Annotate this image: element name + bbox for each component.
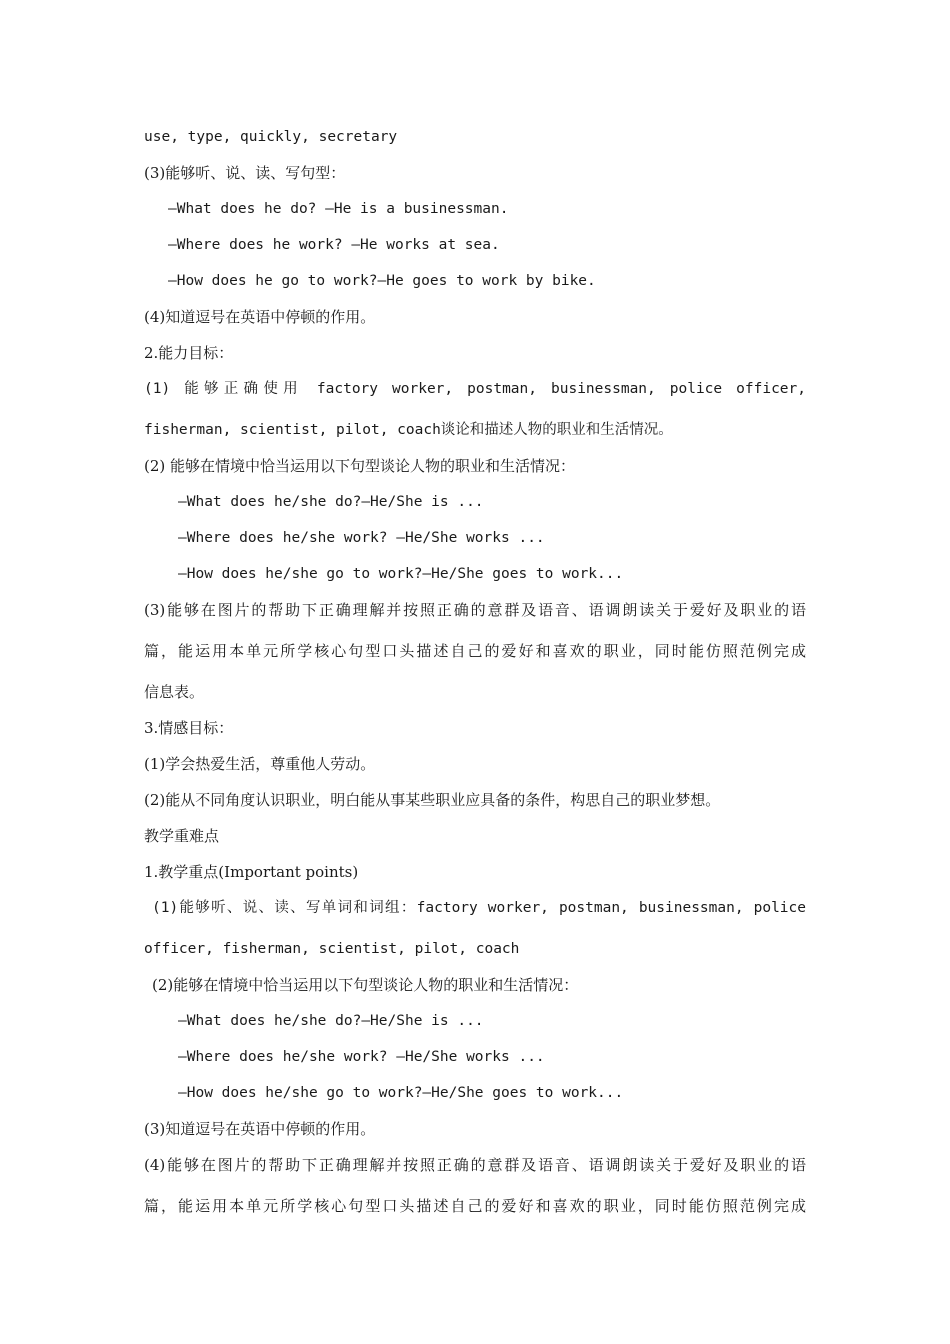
emotion-item-2: (2)能从不同角度认识职业，明白能从事某些职业应具备的条件，构思自己的职业梦想。 (144, 791, 721, 809)
key-item-1: (1)能够听、说、读、写单词和词组：factory worker, postman, businessman, police (152, 900, 806, 916)
important-points-heading: 1.教学重点(Important points) (144, 863, 359, 881)
ability-item-3: (3)能够在图片的帮助下正确理解并按照正确的意群及语音、语调朗读关于爱好及职业的语 (144, 601, 806, 619)
key-item-1-cont: officer, fisherman, scientist, pilot, coach (144, 941, 520, 957)
ability-item-2: (2) 能够在情境中恰当运用以下句型谈论人物的职业和生活情况： (144, 457, 576, 475)
sentence-pattern: —What does he do? —He is a businessman. (168, 201, 509, 217)
sentence-pattern: —Where does he/she work? —He/She works ... (178, 1049, 545, 1065)
ability-item-1: (1) 能够正确使用 factory worker, postman, businessman, police officer, (144, 381, 806, 397)
key-item-4: (4)能够在图片的帮助下正确理解并按照正确的意群及语音、语调朗读关于爱好及职业的语 (144, 1156, 806, 1174)
section-heading-key-points: 教学重难点 (144, 827, 220, 845)
sentence-pattern: —What does he/she do?—He/She is ... (178, 494, 484, 510)
section-heading-emotion: 3.情感目标： (144, 719, 234, 737)
section-heading-ability: 2.能力目标： (144, 344, 234, 362)
sentence-pattern: —How does he/she go to work?—He/She goes to work... (178, 1085, 624, 1101)
ability-item-3-end: 信息表。 (144, 683, 205, 701)
ability-item-1-cont: fisherman, scientist, pilot, coach谈论和描述人物的职业和生活情况。 (144, 422, 673, 438)
sentence-pattern: —Where does he/she work? —He/She works ... (178, 530, 545, 546)
ability-item-3-cont: 篇，能运用本单元所学核心句型口头描述自己的爱好和喜欢的职业，同时能仿照范例完成 (144, 642, 806, 660)
key-item-3: (3)知道逗号在英语中停顿的作用。 (144, 1120, 376, 1138)
key-item-4-cont: 篇，能运用本单元所学核心句型口头描述自己的爱好和喜欢的职业，同时能仿照范例完成 (144, 1197, 806, 1215)
sentence-pattern: —Where does he work? —He works at sea. (168, 237, 500, 253)
emotion-item-1: (1)学会热爱生活，尊重他人劳动。 (144, 755, 376, 773)
objective-4: (4)知道逗号在英语中停顿的作用。 (144, 308, 376, 326)
sentence-pattern: —How does he go to work?—He goes to work by bike. (168, 273, 596, 289)
sentence-pattern: —What does he/she do?—He/She is ... (178, 1013, 484, 1029)
key-item-2: (2)能够在情境中恰当运用以下句型谈论人物的职业和生活情况： (152, 976, 579, 994)
sentence-pattern: —How does he/she go to work?—He/She goes to work... (178, 566, 624, 582)
vocab-line: use, type, quickly, secretary (144, 129, 398, 145)
objective-3-heading: (3)能够听、说、读、写句型： (144, 164, 346, 182)
